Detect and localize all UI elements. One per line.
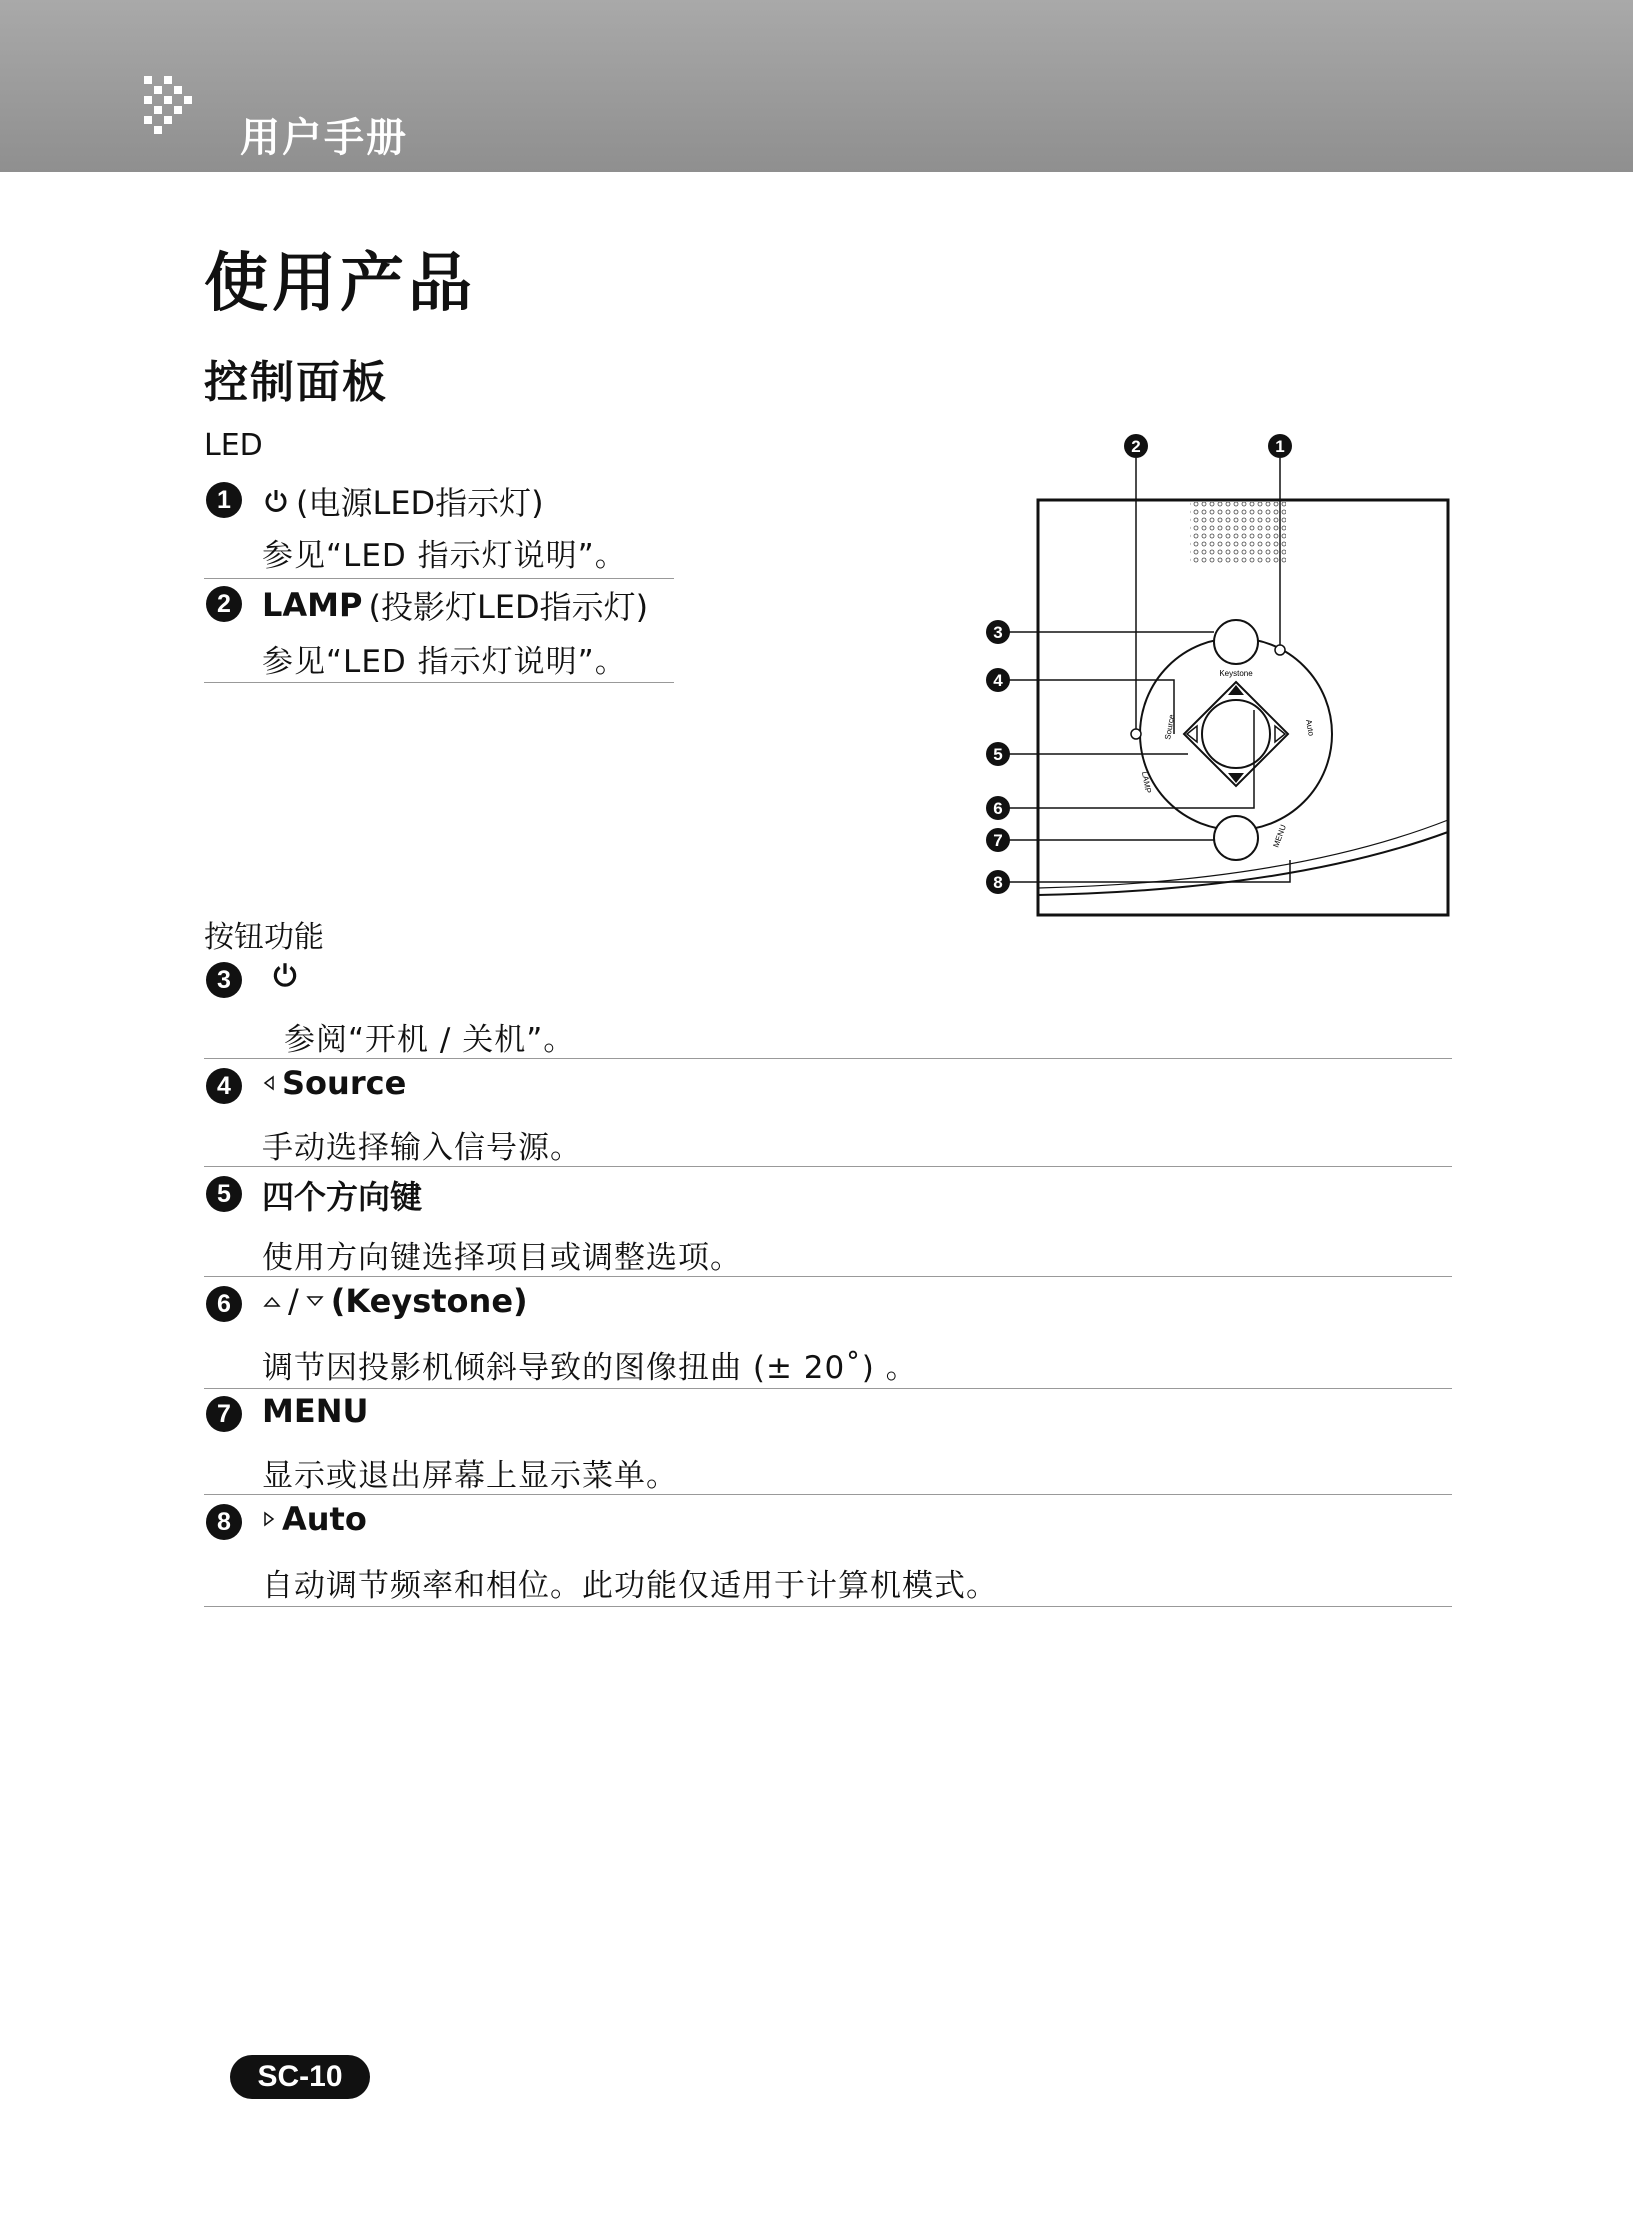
button-item-direction-desc: 使用方向键选择项目或调整选项。 bbox=[262, 1240, 742, 1276]
divider bbox=[204, 578, 674, 579]
power-led bbox=[1275, 645, 1285, 655]
right-triangle-icon bbox=[262, 1510, 276, 1528]
button-item-power-desc: 参阅“开机 / 关机”。 bbox=[284, 1022, 576, 1058]
power-icon bbox=[262, 487, 290, 515]
up-triangle-icon bbox=[262, 1293, 282, 1309]
center-button bbox=[1202, 700, 1270, 768]
led-item-lamp-title: (投影灯LED指示灯) bbox=[368, 588, 649, 626]
power-icon bbox=[270, 960, 300, 990]
chevron-logo-icon bbox=[140, 72, 220, 152]
page-title: 使用产品 bbox=[204, 247, 476, 321]
callout-number: 5 bbox=[206, 1176, 242, 1212]
button-item-direction bbox=[262, 1172, 422, 1218]
lamp-label: LAMP bbox=[1140, 770, 1153, 794]
callout-number: 6 bbox=[206, 1286, 242, 1322]
button-item-menu bbox=[262, 1392, 368, 1430]
callout-3: 3 bbox=[993, 623, 1003, 642]
callout-6: 6 bbox=[993, 799, 1003, 818]
callout-number: 2 bbox=[206, 586, 242, 622]
menu-label: MENU bbox=[1271, 823, 1288, 849]
callout-2: 2 bbox=[1131, 437, 1141, 456]
buttons-label: 按钮功能 bbox=[204, 920, 324, 955]
callout-4: 4 bbox=[993, 671, 1003, 690]
led-item-lamp-bold: LAMP bbox=[262, 586, 363, 624]
callout-7: 7 bbox=[993, 831, 1003, 850]
menu-button bbox=[1214, 816, 1258, 860]
auto-label: Auto bbox=[1304, 718, 1316, 737]
lamp-led bbox=[1131, 729, 1141, 739]
source-label: Source bbox=[1163, 713, 1177, 741]
divider bbox=[204, 1166, 1452, 1167]
divider bbox=[204, 1276, 1452, 1277]
button-item-source-desc: 手动选择输入信号源。 bbox=[262, 1130, 582, 1166]
divider bbox=[204, 1058, 1452, 1059]
callout-number: 1 bbox=[206, 482, 242, 518]
callout-5: 5 bbox=[993, 745, 1003, 764]
callout-1: 1 bbox=[1275, 437, 1285, 456]
control-panel-diagram bbox=[960, 420, 1460, 920]
callout-number: 7 bbox=[206, 1396, 242, 1432]
led-item-lamp-desc: 参见“LED 指示灯说明”。 bbox=[262, 644, 627, 680]
left-triangle-icon bbox=[262, 1074, 276, 1092]
divider bbox=[204, 1388, 1452, 1389]
section-title: 控制面板 bbox=[204, 357, 388, 408]
button-item-keystone-desc: 调节因投影机倾斜导致的图像扭曲 (± 20˚) 。 bbox=[262, 1350, 918, 1386]
power-button bbox=[1214, 620, 1258, 664]
down-triangle-icon bbox=[305, 1293, 325, 1309]
led-item-power-title: (电源LED指示灯) bbox=[296, 484, 544, 522]
button-item-menu-desc: 显示或退出屏幕上显示菜单。 bbox=[262, 1458, 678, 1494]
led-label: LED bbox=[204, 428, 263, 463]
led-item-power bbox=[262, 478, 544, 524]
divider bbox=[204, 682, 674, 683]
button-item-keystone-title: (Keystone) bbox=[330, 1282, 528, 1320]
keystone-separator: / bbox=[288, 1282, 299, 1320]
callout-number: 3 bbox=[206, 962, 242, 998]
divider bbox=[204, 1494, 1452, 1495]
callout-number: 4 bbox=[206, 1068, 242, 1104]
speaker-grille bbox=[1190, 502, 1286, 564]
page-number-badge: SC-10 bbox=[230, 2055, 370, 2099]
divider bbox=[204, 1606, 1452, 1607]
button-item-source bbox=[262, 1064, 406, 1102]
keystone-label: Keystone bbox=[1219, 669, 1253, 678]
button-item-auto-title: Auto bbox=[282, 1500, 367, 1538]
header-title: 用户手册 bbox=[240, 115, 408, 161]
button-item-auto-desc: 自动调节频率和相位。此功能仅适用于计算机模式。 bbox=[262, 1568, 998, 1604]
button-item-keystone bbox=[262, 1282, 528, 1320]
led-item-power-desc: 参见“LED 指示灯说明”。 bbox=[262, 538, 627, 574]
button-item-menu-title: MENU bbox=[262, 1392, 369, 1430]
button-item-auto bbox=[262, 1500, 367, 1538]
button-item-source-title: Source bbox=[282, 1064, 407, 1102]
callout-8: 8 bbox=[993, 873, 1003, 892]
header-bar bbox=[0, 0, 1633, 172]
callout-number: 8 bbox=[206, 1504, 242, 1540]
button-item-power bbox=[270, 960, 300, 990]
button-item-direction-title: 四个方向键 bbox=[262, 1178, 423, 1216]
led-item-lamp bbox=[262, 582, 648, 628]
